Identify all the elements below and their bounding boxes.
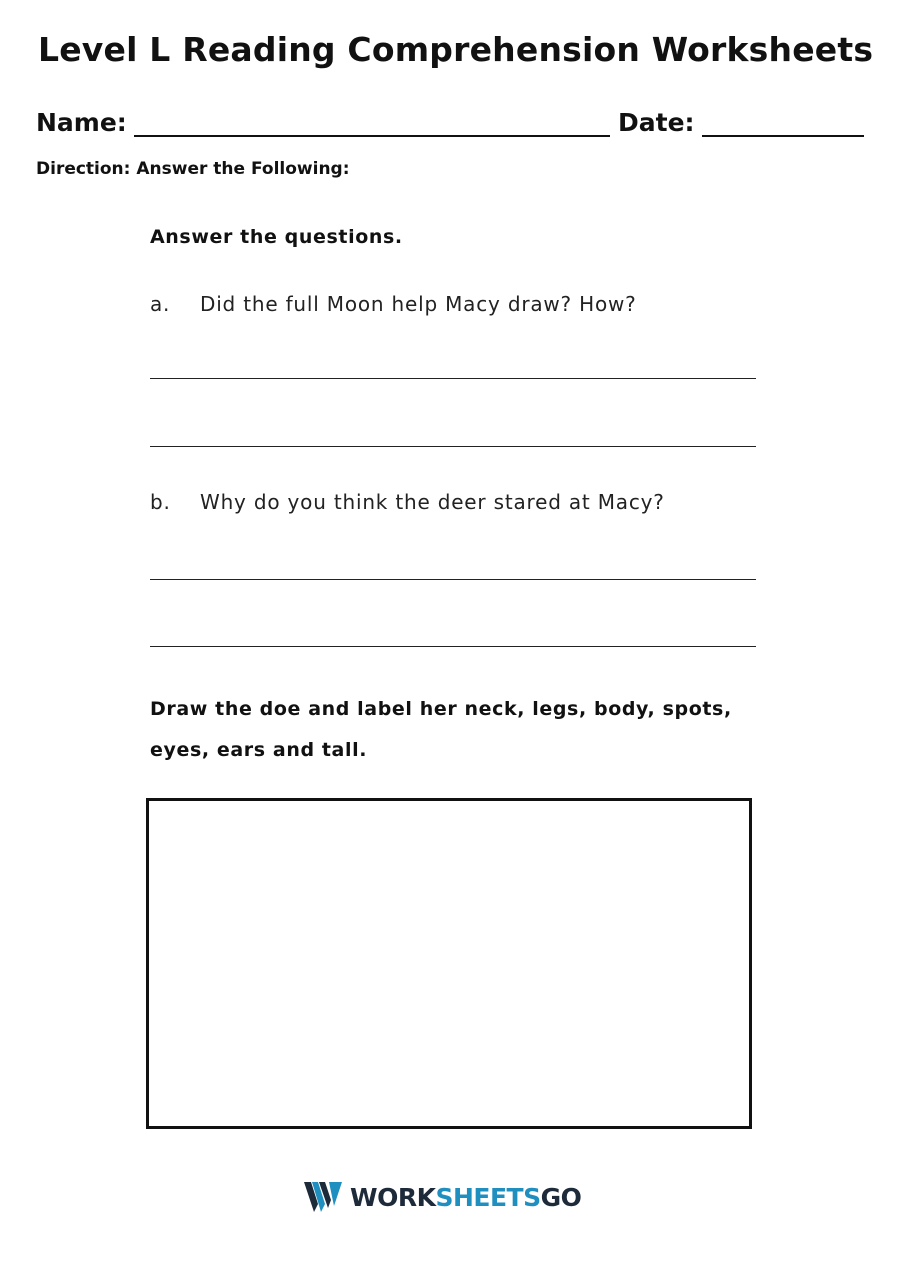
draw-instruction: Draw the doe and label her neck, legs, body, spots, eyes, ears and tall. — [150, 698, 732, 761]
question-b — [150, 490, 665, 514]
worksheet-title: Level L Reading Comprehension Worksheets — [38, 30, 874, 69]
name-date-row — [36, 108, 866, 142]
answer-line-a2[interactable] — [150, 446, 756, 447]
name-label: Name: — [36, 108, 127, 137]
answer-line-b1[interactable] — [150, 579, 756, 580]
answer-line-b2[interactable] — [150, 646, 756, 647]
question-letter: a. — [150, 292, 171, 316]
brand-name — [350, 1183, 581, 1212]
question-text: Did the full Moon help Macy draw? How? — [200, 292, 637, 316]
worksheetsgo-logo-icon — [304, 1182, 342, 1212]
answer-line-a1[interactable] — [150, 378, 756, 379]
direction-text: Direction: Answer the Following: — [36, 159, 350, 179]
brand-part-work: WORK — [350, 1182, 436, 1212]
name-field-line[interactable] — [134, 135, 610, 137]
date-label: Date: — [618, 108, 695, 137]
question-text: Why do you think the deer stared at Macy? — [200, 490, 665, 514]
question-a — [150, 292, 637, 316]
brand-part-go: GO — [540, 1182, 582, 1212]
footer-logo — [304, 1180, 581, 1214]
drawing-box[interactable] — [146, 798, 752, 1129]
section-heading: Answer the questions. — [150, 226, 403, 248]
date-field-line[interactable] — [702, 135, 864, 137]
brand-part-sheets: SHEETS — [435, 1182, 541, 1212]
question-letter: b. — [150, 490, 171, 514]
